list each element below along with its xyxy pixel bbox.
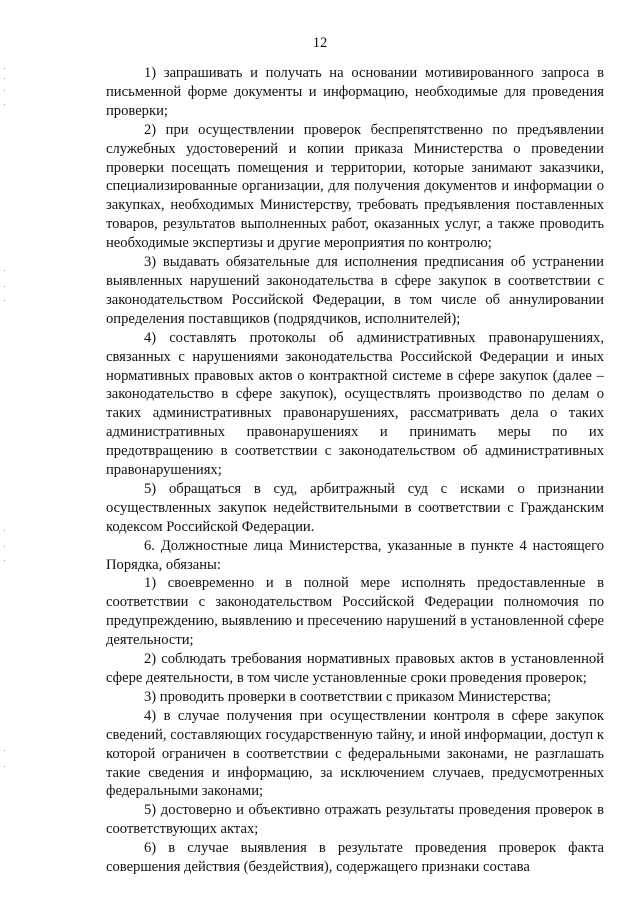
paragraph-duty-4-secrecy: 4) в случае получения при осуществлении контроля в сфере закупок сведений, составляющих государственную тайну, и иной информации, доступ к которой ограничен в соответствии с федеральными законами, не разглашать такие сведения и информацию, за исключением случаев, предусмотренных федеральными законами; [106, 707, 604, 800]
paragraph-duty-6-violations: 6) в случае выявления в результате проведения проверок факта совершения действия (бездействия), содержащего признаки состава [106, 840, 604, 876]
paragraph-duty-1-timely: 1) своевременно и в полной мере исполнять предоставленные в соответствии с законодательством Российской Федерации полномочия по предупреждению, выявлению и пресечению нарушений в установленной сфере деятельности; [106, 575, 604, 649]
scan-edge-marks [4, 60, 7, 800]
paragraph-item-1-request-documents: 1) запрашивать и получать на основании мотивированного запроса в письменной форме документы и информацию, необходимые для проведения проверки; [106, 65, 604, 119]
paragraph-item-5-court: 5) обращаться в суд, арбитражный суд с исками о признании осуществленных закупок недействительными в соответствии с Гражданским кодексом Российской Федерации. [106, 480, 604, 535]
page-number: 12 [312, 35, 328, 51]
paragraph-section-6-heading: 6. Должностные лица Министерства, указанные в пункте 4 настоящего Порядка, обязаны: [106, 537, 604, 573]
paragraph-duty-3-inspections: 3) проводить проверки в соответствии с приказом Министерства; [144, 688, 552, 705]
paragraph-item-4-protocols: 4) составлять протоколы об административных правонарушениях, связанных с нарушениями законодательства Российской Федерации и иных нормативных правовых актов о контрактной системе в сфере закупок (далее – законодательство в сфере закупок), осуществлять производство по делам о таких административных правонарушениях, рассматривать дела о таких административных правонарушениях и принимать меры по их предотвращению в соответствии с законодательством об административных правонарушениях; [106, 329, 604, 479]
paragraph-item-2-visit-premises: 2) при осуществлении проверок беспрепятственно по предъявлении служебных удостоверений и копии приказа Министерства о проведении проверки посещать помещения и территории, которые занимают заказчики, специализированные организации, для получения документов и информации о закупках, необходимых Министерству, требовать предъявления поставленных товаров, результатов выполненных работ, оказанных услуг, а также проводить необходимые экспертизы и другие мероприятия по контролю; [106, 121, 604, 252]
paragraph-duty-2-comply: 2) соблюдать требования нормативных правовых актов в установленной сфере деятельности, в том числе установленные сроки проведения проверок; [106, 651, 604, 686]
paragraph-duty-5-report: 5) достоверно и объективно отражать результаты проведения проверок в соответствующих актах; [106, 802, 604, 838]
document-body [106, 64, 604, 877]
paragraph-item-3-issue-orders: 3) выдавать обязательные для исполнения предписания об устранении выявленных нарушений законодательства в сфере закупок в соответствии с законодательством Российской Федерации, в том числе об аннулировании определения поставщиков (подрядчиков, исполнителей); [106, 254, 604, 327]
